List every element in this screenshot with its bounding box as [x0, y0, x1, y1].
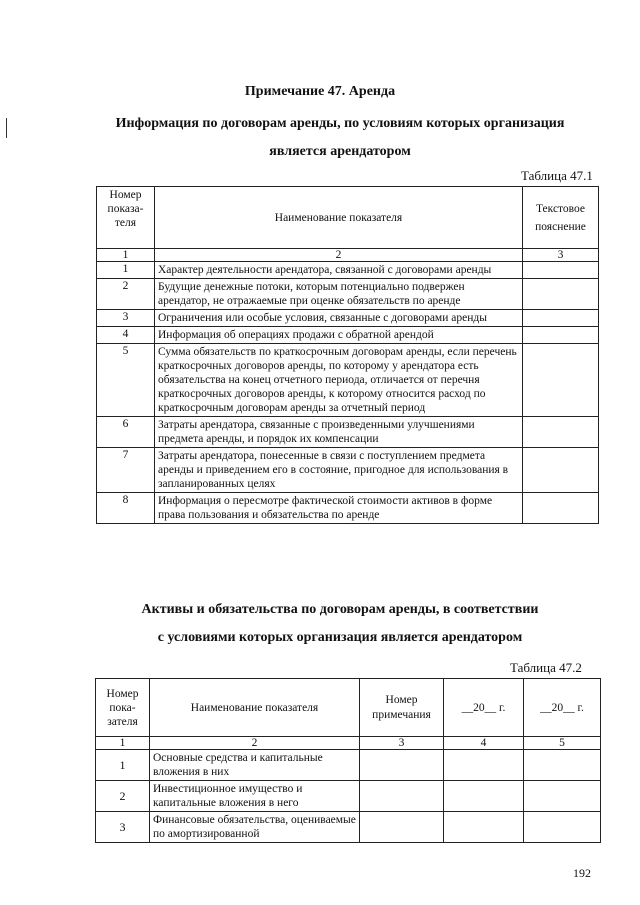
row-cell	[444, 812, 524, 843]
section2-title-line2: с условиями которых организация является арендатором	[157, 630, 523, 645]
row-cell	[360, 750, 444, 781]
table-row	[96, 750, 601, 781]
row-note	[523, 493, 599, 524]
column-number: 5	[524, 737, 601, 750]
row-cell	[444, 781, 524, 812]
row-number: 1	[97, 262, 155, 279]
row-name: Сумма обязательств по краткосрочным договорам аренды, если перечень краткосрочных договоров аренды, по которому у арендатора есть обязательства на конец отчетного периода, отличается от перечня краткосрочных договоров аренды, к которому относится расход по краткосрочным договорам аренды за отчетный период	[155, 344, 523, 417]
column-numbers-row	[97, 249, 599, 262]
row-name: Основные средства и капитальные вложения в них	[150, 750, 360, 781]
row-number: 8	[97, 493, 155, 524]
row-number: 6	[97, 417, 155, 448]
row-name: Информация о пересмотре фактической стоимости активов в форме права пользования и обязательства по аренде	[155, 493, 523, 524]
column-number: 3	[523, 249, 599, 262]
row-number: 5	[97, 344, 155, 417]
row-cell	[444, 750, 524, 781]
header-indicator-name: Наименование показателя	[150, 679, 360, 737]
header-text-explanation: Текстовое пояснение	[523, 187, 599, 249]
row-name: Будущие денежные потоки, которым потенциально подвержен арендатор, не отражаемые при оценке обязательств по аренде	[155, 279, 523, 310]
table-row	[97, 344, 599, 417]
row-name: Характер деятельности арендатора, связанной с договорами аренды	[155, 262, 523, 279]
section1-title-line1: Информация по договорам аренды, по условиям которых организация	[115, 116, 565, 131]
header-indicator-number: Номер показа-теля	[97, 187, 155, 249]
header-indicator-number: Номер пока-зателя	[96, 679, 150, 737]
row-cell	[524, 781, 601, 812]
table-row	[97, 448, 599, 493]
row-name: Ограничения или особые условия, связанные с договорами аренды	[155, 310, 523, 327]
table-row	[97, 493, 599, 524]
column-number: 3	[360, 737, 444, 750]
row-number: 1	[96, 750, 150, 781]
row-number: 3	[97, 310, 155, 327]
row-cell	[524, 812, 601, 843]
row-number: 3	[96, 812, 150, 843]
row-number: 2	[96, 781, 150, 812]
table-row	[97, 262, 599, 279]
table-row	[97, 310, 599, 327]
column-number: 4	[444, 737, 524, 750]
table-row	[97, 327, 599, 344]
row-number: 4	[97, 327, 155, 344]
row-note	[523, 310, 599, 327]
table-47-2	[95, 678, 601, 843]
row-number: 2	[97, 279, 155, 310]
row-note	[523, 262, 599, 279]
header-indicator-name: Наименование показателя	[155, 187, 523, 249]
table-row	[96, 781, 601, 812]
section2-title	[90, 596, 590, 652]
page-number: 192	[573, 866, 591, 880]
column-numbers-row	[96, 737, 601, 750]
row-note	[523, 327, 599, 344]
row-cell	[524, 750, 601, 781]
margin-mark	[6, 118, 7, 138]
row-cell	[360, 812, 444, 843]
column-number: 1	[96, 737, 150, 750]
table-47-1	[96, 186, 599, 524]
section1-title	[90, 110, 590, 166]
table-47-2-label: Таблица 47.2	[510, 660, 582, 675]
table-row	[97, 279, 599, 310]
header-note-number: Номер примечания	[360, 679, 444, 737]
section2-title-line1: Активы и обязательства по договорам аренды, в соответствии	[141, 602, 539, 617]
row-note	[523, 279, 599, 310]
table-47-1-label: Таблица 47.1	[521, 168, 593, 183]
row-note	[523, 448, 599, 493]
table-row	[96, 812, 601, 843]
column-number: 2	[155, 249, 523, 262]
table-row	[97, 417, 599, 448]
note-title: Примечание 47. Аренда	[244, 84, 396, 99]
row-note	[523, 344, 599, 417]
column-number: 2	[150, 737, 360, 750]
row-number: 7	[97, 448, 155, 493]
row-name: Затраты арендатора, связанные с произведенными улучшениями предмета аренды, и порядок их компенсации	[155, 417, 523, 448]
row-name: Финансовые обязательства, оцениваемые по амортизированной	[150, 812, 360, 843]
header-year-1: __20__ г.	[444, 679, 524, 737]
row-name: Затраты арендатора, понесенные в связи с поступлением предмета аренды и приведением его в состояние, пригодное для использования в запланированных целях	[155, 448, 523, 493]
section1-title-line2: является арендатором	[269, 144, 411, 159]
row-cell	[360, 781, 444, 812]
column-number: 1	[97, 249, 155, 262]
row-name: Информация об операциях продажи с обратной арендой	[155, 327, 523, 344]
header-year-2: __20__ г.	[524, 679, 601, 737]
row-name: Инвестиционное имущество и капитальные вложения в него	[150, 781, 360, 812]
row-note	[523, 417, 599, 448]
